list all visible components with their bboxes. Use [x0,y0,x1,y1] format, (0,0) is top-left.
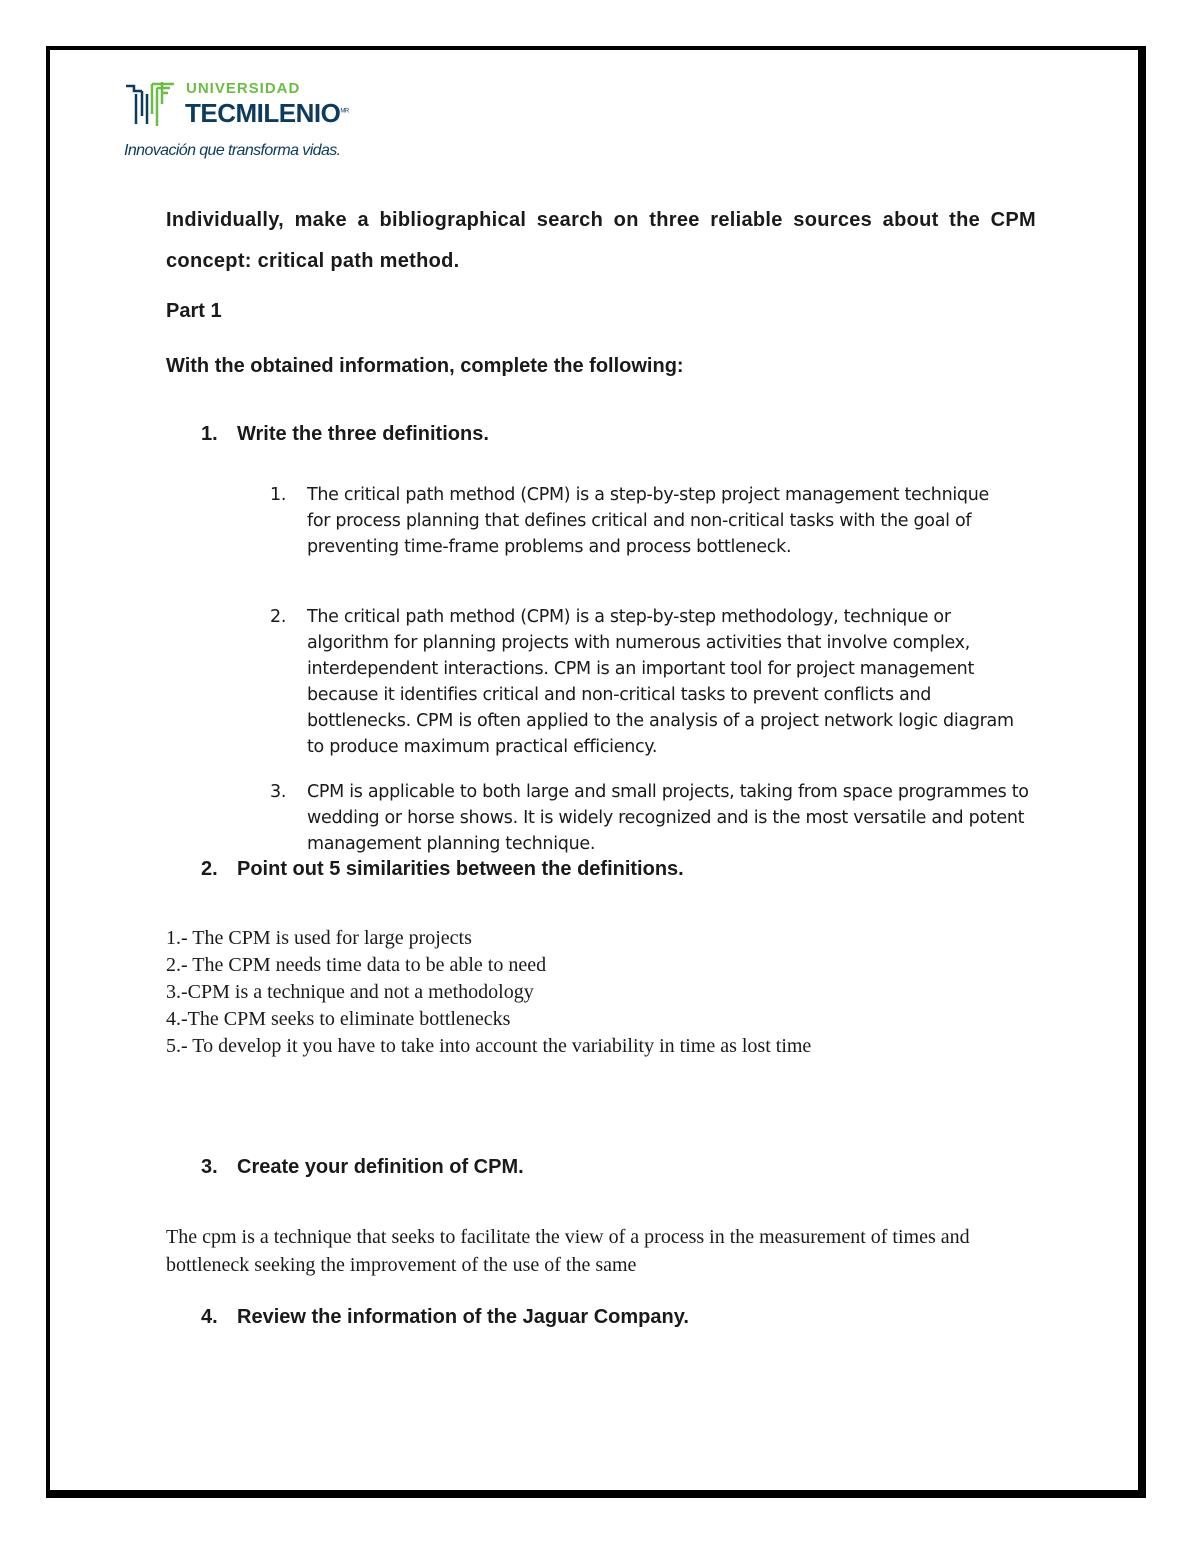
part-title: Part 1 [166,300,222,322]
similarity-item: 5.- To develop it you have to take into account the variability in time as lost time [166,1035,812,1057]
similarity-item: 3.-CPM is a technique and not a methodology [166,981,534,1003]
own-definition-paragraph: The cpm is a technique that seeks to facilitate the view of a process in the measurement of times and bottleneck seeking the improvement of the use of the same [166,1226,970,1276]
logo-registered-mark: MR [340,108,349,115]
logo-emblem-icon [124,78,182,128]
question-number: 1. [201,423,218,445]
question-text: Point out 5 similarities between the definitions. [237,858,684,880]
question-text: Create your definition of CPM. [237,1156,524,1178]
logo-name-text [185,98,349,129]
question-number: 3. [201,1156,218,1178]
question-number: 2. [201,858,218,880]
definition-number: 3. [270,782,287,802]
definition-number: 2. [270,607,287,627]
question-number: 4. [201,1306,218,1328]
logo-university-text: UNIVERSIDAD [186,80,301,97]
similarity-item: 4.-The CPM seeks to eliminate bottlenecks [166,1008,511,1030]
logo-slogan: Innovación que transforma vidas. [124,142,341,159]
definition-text: CPM is applicable to both large and small projects, taking from space programmes to wedding or horse shows. It is widely recognized and is the most versatile and potent management planning technique. [307,782,1029,854]
instruction-text: With the obtained information, complete the following: [166,355,684,377]
definition-number: 1. [270,485,287,505]
question-text: Write the three definitions. [237,423,489,445]
similarity-item: 1.- The CPM is used for large projects [166,927,472,949]
logo-name: TECMILENIO [185,98,341,128]
university-logo [124,78,384,168]
question-text: Review the information of the Jaguar Company. [237,1306,689,1328]
definition-text: The critical path method (CPM) is a step-by-step project management technique for process planning that defines critical and non-critical tasks with the goal of preventing time-frame problems and process bottleneck. [307,485,990,557]
similarity-item: 2.- The CPM needs time data to be able to need [166,954,547,976]
definition-text: The critical path method (CPM) is a step-by-step methodology, technique or algorithm for planning projects with numerous activities that involve complex, interdependent interactions. CPM is an important tool for project management because it identifies critical and non-critical tasks to prevent conflicts and bottlenecks. CPM is often applied to the analysis of a project network logic diagram to produce maximum practical efficiency. [307,607,1014,757]
intro-paragraph: Individually, make a bibliographical search on three reliable sources about the CPM concept: critical path method. [166,209,1036,272]
